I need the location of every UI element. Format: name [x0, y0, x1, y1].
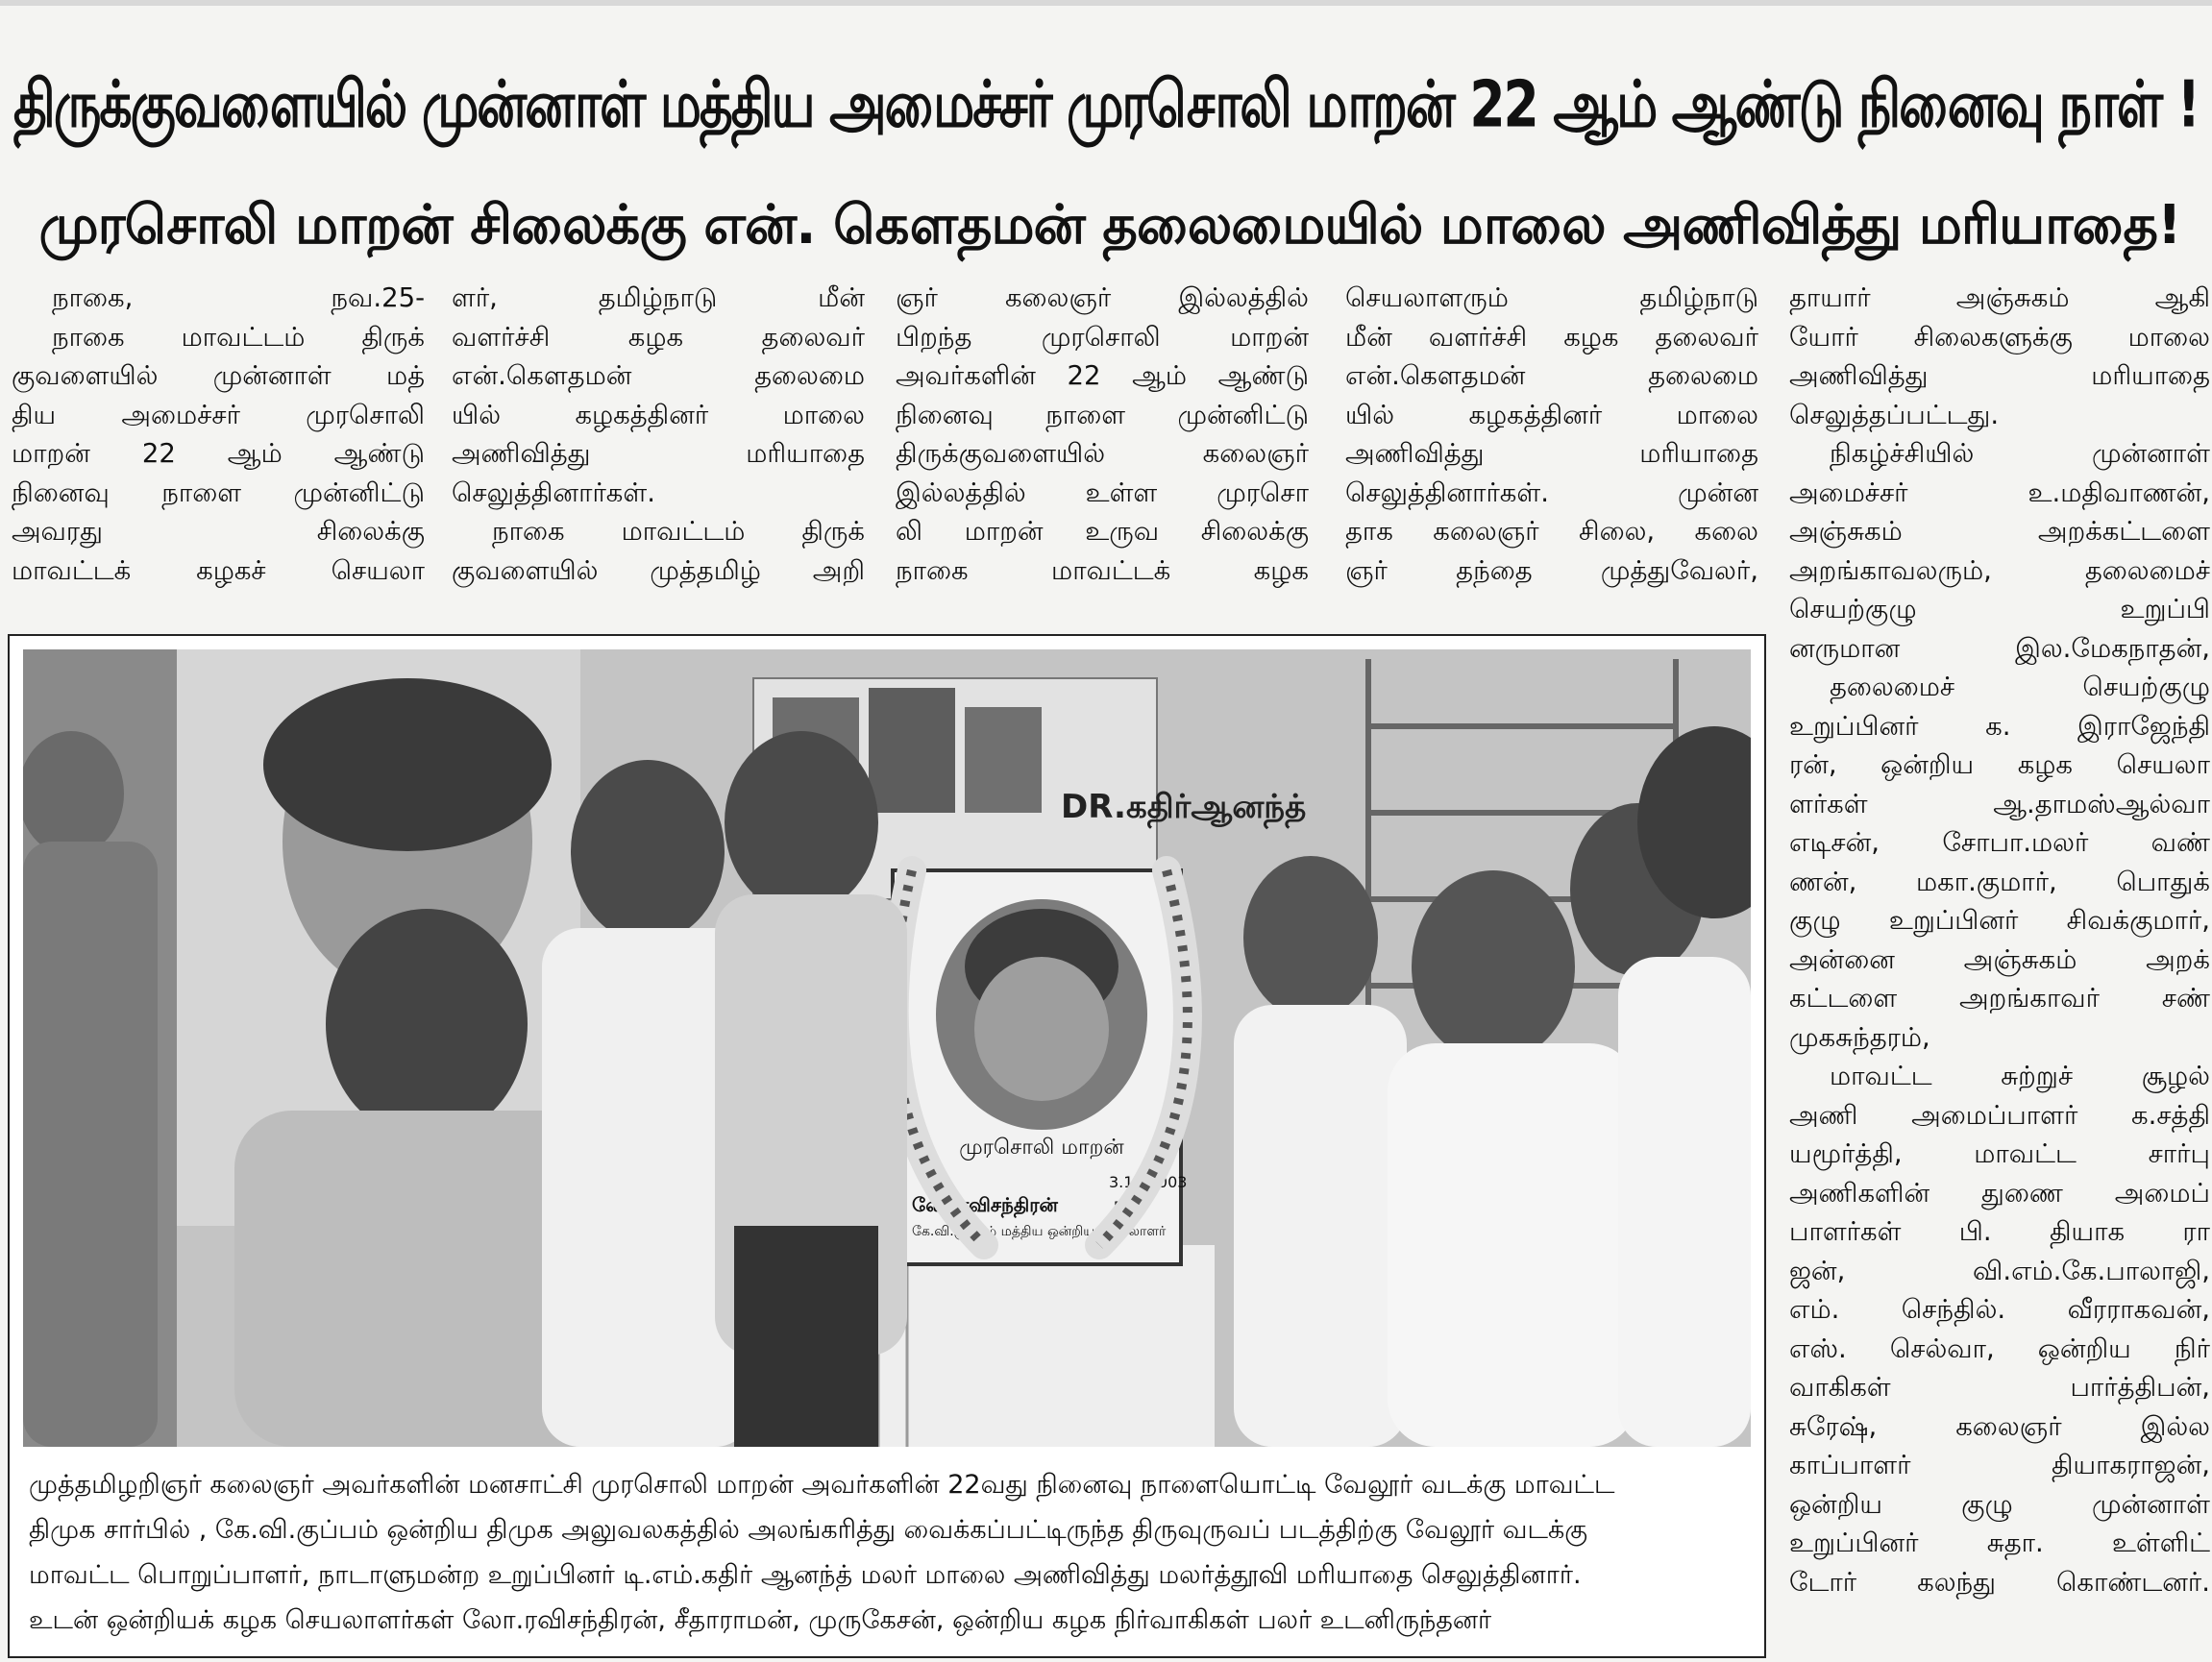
article-line: அமைச்சர் உ.மதிவாணன், — [1789, 477, 2210, 508]
article-line: மாவட்ட சுற்றுச் சூழல் — [1830, 1061, 2210, 1091]
article-line: திருக்குவளையில் கலைஞர் — [896, 438, 1309, 469]
headline: திருக்குவளையில் முன்னாள் மத்திய அமைச்சர் முரசொலி மாறன் 22 ஆம் ஆண்டு நினைவு நாள் ! — [12, 65, 2200, 142]
article-line: நாகை மாவட்டக் கழக — [896, 554, 1309, 586]
article-line: நிகழ்ச்சியில் முன்னாள் — [1830, 438, 2210, 469]
article-line: செலுத்தினார்கள். முன்ன — [1345, 477, 1758, 508]
article-line: ணன், மகா.குமார், பொதுக் — [1789, 866, 2210, 897]
article-line: அவரது சிலைக்கு — [12, 516, 425, 547]
article-line: ளர்கள் ஆ.தாமஸ்ஆல்வா — [1789, 788, 2210, 819]
article-line: அணிவித்து மரியாதை — [1789, 360, 2210, 391]
banner-text: DR.கதிர்ஆனந்த் — [1061, 788, 1307, 826]
article-line: முகசுந்தரம், — [1789, 1021, 1930, 1053]
article-line: மாவட்டக் கழகச் செயலா — [12, 554, 425, 586]
article-line: நினைவு நாளை முன்னிட்டு — [896, 399, 1309, 430]
article-line: அணிவித்து மரியாதை — [452, 438, 865, 469]
article-line: அஞ்சுகம் அறக்கட்டளை — [1789, 516, 2210, 547]
article-line: வளர்ச்சி கழக தலைவர் — [452, 321, 865, 353]
article-line: யில் கழகத்தினர் மாலை — [1345, 399, 1758, 430]
article-line: நாகை, நவ.25- — [52, 282, 425, 313]
article-line: கட்டளை அறங்காவர் சண் — [1789, 983, 2210, 1014]
article-line: குழு உறுப்பினர் சிவக்குமார், — [1789, 905, 2210, 936]
nameplate: லோ.ரவிசந்திரன் — [912, 1193, 1058, 1216]
article-line: லி மாறன் உருவ சிலைக்கு — [896, 516, 1309, 547]
article-line: செயலாளரும் தமிழ்நாடு — [1345, 282, 1758, 313]
article-line: உறுப்பினர் க. இராஜேந்தி — [1789, 710, 2210, 742]
article-line: இல்லத்தில் உள்ள முரசொ — [896, 477, 1309, 508]
article-line: யமூர்த்தி, மாவட்ட சார்பு — [1789, 1138, 2210, 1169]
article-line: நாகை மாவட்டம் திருக் — [52, 321, 425, 353]
portrait-caption: முரசொலி மாறன் — [959, 1136, 1124, 1160]
article-line: செயற்குழு உறுப்பி — [1789, 594, 2210, 624]
article-line: யோர் சிலைகளுக்கு மாலை — [1789, 321, 2210, 353]
article-line: எடிசன், சோபா.மலர் வண் — [1789, 827, 2210, 858]
article-line: யில் கழகத்தினர் மாலை — [452, 399, 865, 430]
article-line: ஜன், வி.எம்.கே.பாலாஜி, — [1789, 1255, 2210, 1286]
caption-line: முத்தமிழறிஞர் கலைஞர் அவர்களின் மனசாட்சி முரசொலி மாறன் அவர்களின் 22வது நினைவு நாளையொட்டி வேலூர் வடக்கு மாவட்ட — [29, 1470, 1615, 1500]
article-column-4 — [1345, 279, 1758, 605]
nameplate-sub: கே.வி.குப்பம் மத்திய ஒன்றிய செயலாளர் — [912, 1224, 1167, 1239]
article-line: பிறந்த முரசொலி மாறன் — [896, 321, 1309, 353]
article-line: குவளையில் முன்னாள் மத் — [12, 360, 425, 391]
article-line: னருமான இல.மேகநாதன், — [1789, 632, 2210, 664]
article-line: அன்னை அஞ்சுகம் அறக் — [1789, 943, 2210, 975]
article-line: மாறன் 22 ஆம் ஆண்டு — [12, 438, 425, 469]
article-column-5 — [1789, 279, 2210, 1662]
article-line: மீன் வளர்ச்சி கழக தலைவர் — [1345, 321, 1758, 353]
article-line: அணி அமைப்பாளர் க.சத்தி — [1789, 1099, 2210, 1131]
article-column-2 — [452, 279, 865, 605]
photo-caption — [29, 1462, 1745, 1643]
caption-line: மாவட்ட பொறுப்பாளர், நாடாளுமன்ற உறுப்பினர் டி.எம்.கதிர் ஆனந்த் மலர் மாலை அணிவித்து மலர்த்தூவி மரியாதை செலுத்தினார். — [29, 1560, 1582, 1590]
article-line: குவளையில் முத்தமிழ் அறி — [452, 554, 865, 586]
article-column-1 — [12, 279, 425, 605]
article-line: திய அமைச்சர் முரசொலி — [12, 399, 425, 430]
article-line: தாக கலைஞர் சிலை, கலை — [1345, 516, 1758, 547]
photo-box — [8, 634, 1766, 1658]
article-line: செலுத்தினார்கள். — [452, 477, 655, 508]
article-line: அணிகளின் துணை அமைப் — [1789, 1177, 2210, 1209]
article-line: அவர்களின் 22 ஆம் ஆண்டு — [896, 360, 1309, 391]
caption-line: திமுக சார்பில் , கே.வி.குப்பம் ஒன்றிய திமுக அலுவலகத்தில் அலங்கரித்து வைக்கப்பட்டிருந்த திருவுருவப் படத்திற்கு வேலூர் வடக்கு — [29, 1515, 1588, 1545]
article-line: உறுப்பினர் சுதா. உள்ளிட் — [1789, 1528, 2210, 1558]
article-line: ஒன்றிய குழு முன்னாள் — [1789, 1488, 2210, 1520]
article-line: காப்பாளர் தியாகராஜன், — [1789, 1450, 2210, 1480]
article-line: தலைமைச் செயற்குழு — [1830, 672, 2210, 702]
article-line: பாளர்கள் பி. தியாக ரா — [1789, 1216, 2210, 1247]
article-line: ளர், தமிழ்நாடு மீன் — [452, 282, 865, 313]
subheadline: முரசொலி மாறன் சிலைக்கு என். கௌதமன் தலைமையில் மாலை அணிவித்து மரியாதை! — [38, 194, 2181, 257]
top-rule — [0, 0, 2212, 6]
article-line: ஞர் தந்தை முத்துவேலர், — [1345, 554, 1758, 586]
article-line: நாகை மாவட்டம் திருக் — [492, 516, 865, 547]
article-line: என்.கௌதமன் தலைமை — [1345, 360, 1758, 391]
article-line: நினைவு நாளை முன்னிட்டு — [12, 477, 425, 508]
article-line: வாகிகள் பார்த்திபன், — [1789, 1372, 2210, 1403]
article-line: எஸ். செல்வா, ஒன்றிய நிர் — [1789, 1332, 2210, 1364]
article-line: ரன், ஒன்றிய கழக செயலா — [1789, 749, 2210, 780]
article-line: செலுத்தப்பட்டது. — [1789, 399, 2000, 430]
article-line: எம். செந்தில். வீரராகவன், — [1789, 1294, 2210, 1325]
article-line: டோர் கலந்து கொண்டனர். — [1789, 1566, 2210, 1598]
article-line: அணிவித்து மரியாதை — [1345, 438, 1758, 469]
article-line: என்.கௌதமன் தலைமை — [452, 360, 865, 391]
article-column-3 — [896, 279, 1309, 605]
news-photo — [23, 649, 1751, 1447]
caption-line: உடன் ஒன்றியக் கழக செயலாளர்கள் லோ.ரவிசந்திரன், சீதாராமன், முருகேசன், ஒன்றிய கழக நிர்வாகிகள் பலர் உடனிருந்தனர் — [29, 1605, 1492, 1635]
article-line: ஞர் கலைஞர் இல்லத்தில் — [896, 282, 1309, 313]
article-line: சுரேஷ், கலைஞர் இல்ல — [1789, 1410, 2210, 1442]
nameplate-suffix: DCE — [1114, 1200, 1143, 1215]
article-line: அறங்காவலரும், தலைமைச் — [1789, 554, 2210, 586]
portrait-date: 3.11.2003 — [1109, 1173, 1188, 1191]
article-line: தாயார் அஞ்சுகம் ஆகி — [1789, 282, 2210, 313]
